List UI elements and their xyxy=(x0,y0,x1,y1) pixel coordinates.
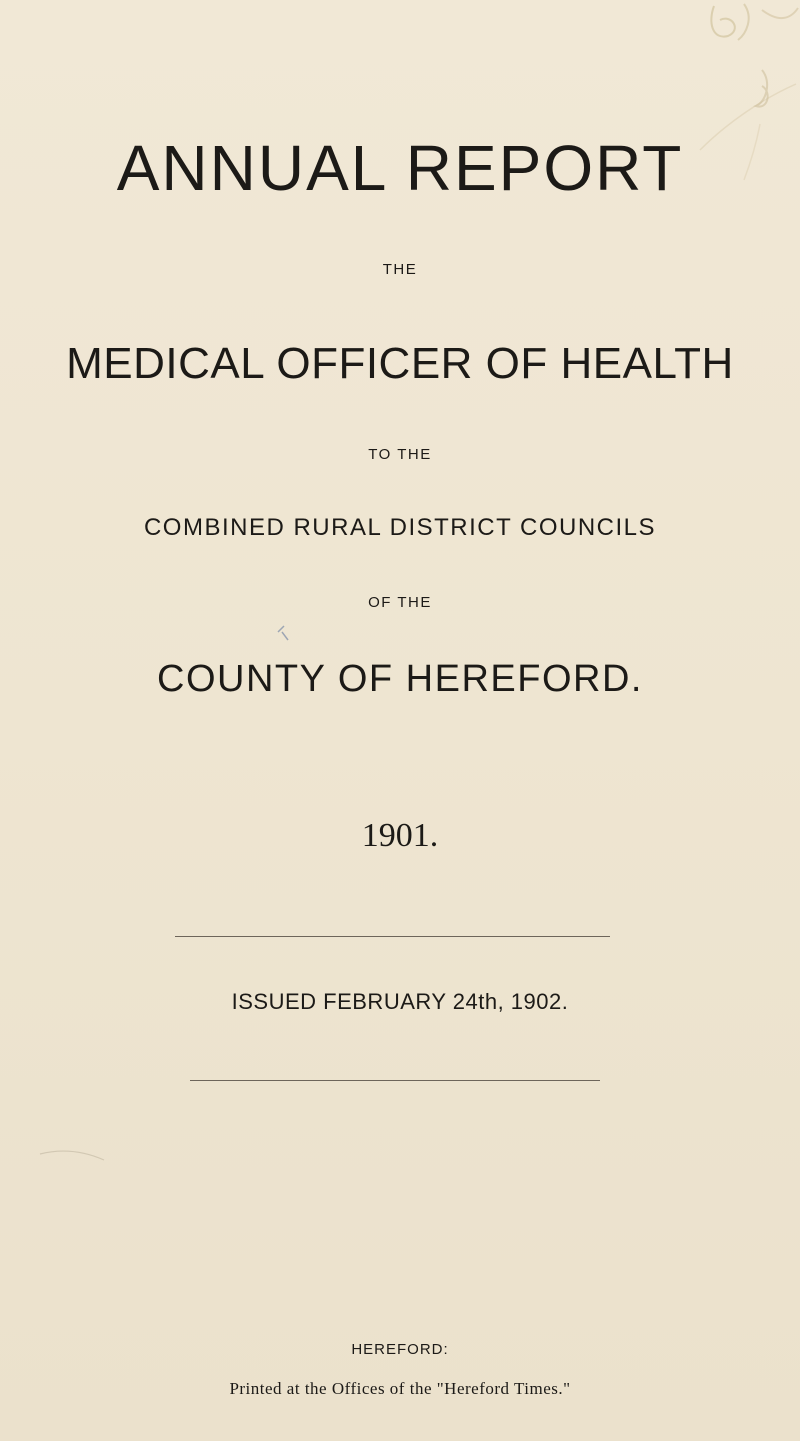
divider-top xyxy=(175,936,610,937)
report-title: ANNUAL REPORT xyxy=(116,132,684,204)
the-connector: THE xyxy=(382,261,418,278)
issued-date: ISSUED FEBRUARY 24th, 1902. xyxy=(231,989,569,1014)
councils-line: COMBINED RURAL DISTRICT COUNCILS xyxy=(143,514,657,541)
report-subtitle: MEDICAL OFFICER OF HEALTH xyxy=(66,339,734,388)
county-line: COUNTY OF HEREFORD. xyxy=(157,658,643,700)
imprint-place: HEREFORD: xyxy=(351,1341,449,1358)
divider-bottom xyxy=(190,1080,600,1081)
to-the-connector: TO THE xyxy=(368,446,432,463)
report-year: 1901. xyxy=(361,817,439,854)
of-the-connector: OF THE xyxy=(368,594,432,611)
printer-imprint: Printed at the Offices of the "Hereford Times." xyxy=(229,1379,571,1398)
